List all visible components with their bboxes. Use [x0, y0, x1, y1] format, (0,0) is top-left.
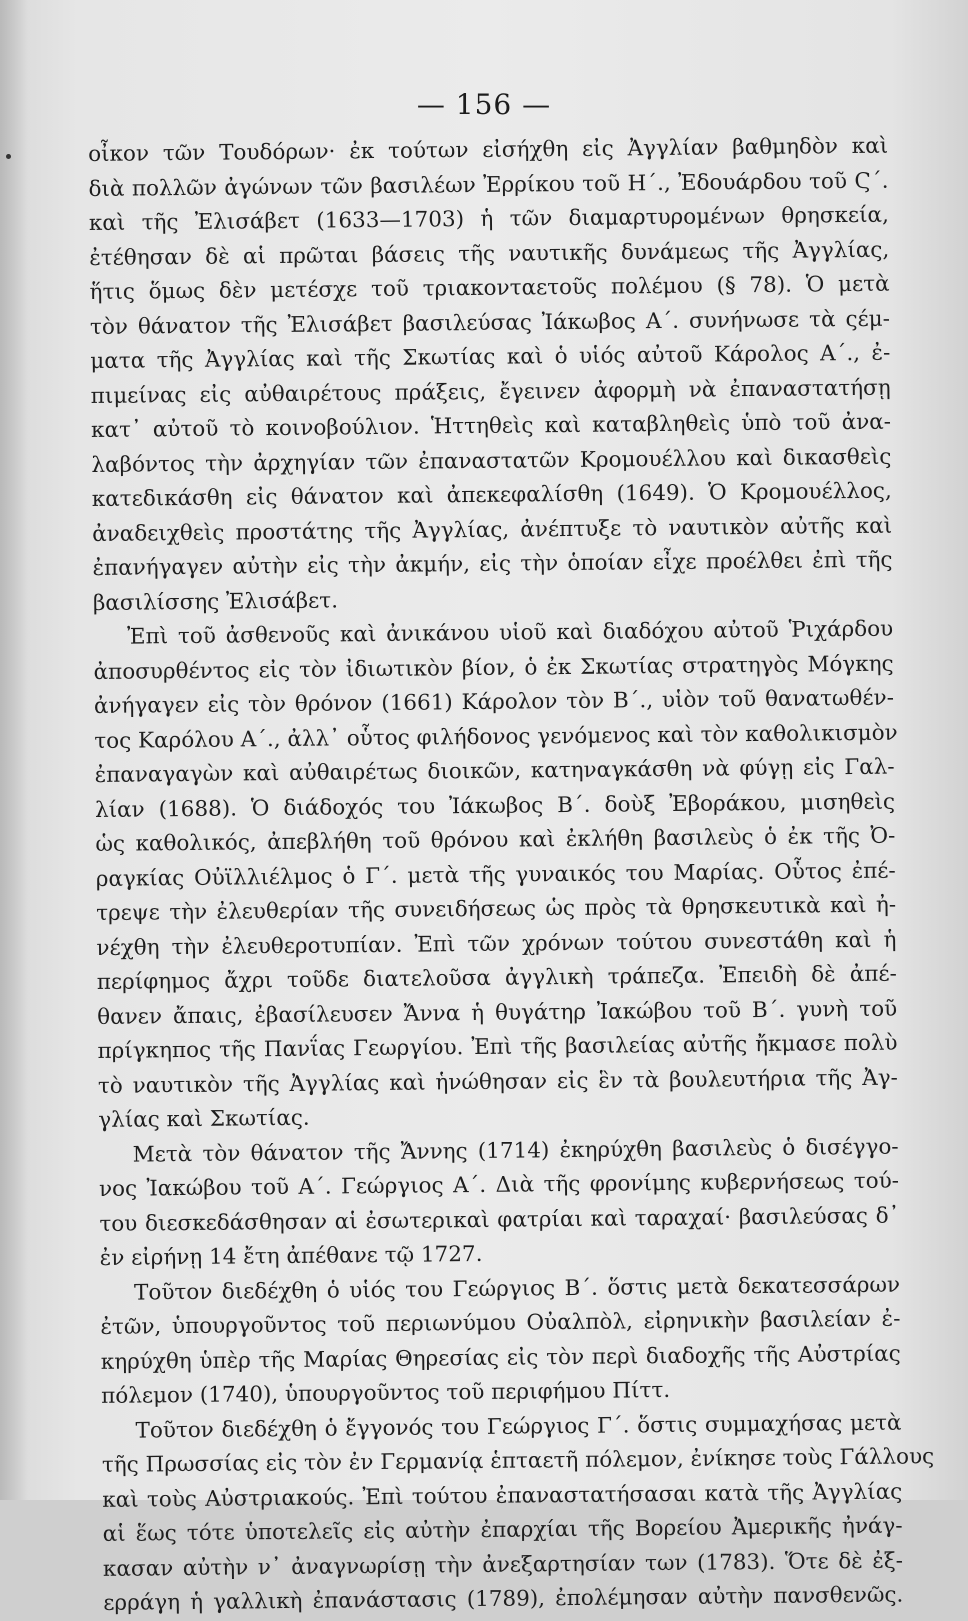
text-line: του διεσκεδάσθησαν αἱ ἐσωτερικαὶ φατρίαι καὶ ταραχαί· βασιλεύσας δ᾽ [99, 1203, 900, 1237]
text-line: Τοῦτον διεδέχθη ὁ υἱός του Γεώργιος Β΄. ὅστις μετὰ δεκατεσσάρων [133, 1272, 901, 1306]
text-line: Ἐπὶ τοῦ ἀσθενοῦς καὶ ἀνικάνου υἱοῦ καὶ διαδόχου αὐτοῦ Ῥιχάρδου [127, 616, 894, 650]
text-line: ἐτῶν, ὑπουργοῦντος τοῦ περιωνύμου Οὐαλπὸλ, εἰρηνικὴν βασιλείαν ἐ- [100, 1306, 901, 1340]
text-line: κατ᾽ αὐτοῦ τὸ κοινοβούλιον. Ἡττηθεὶς καὶ καταβληθεὶς ὑπὸ τοῦ ἀνα- [90, 409, 892, 443]
text-line: τος Καρόλου Α΄., ἀλλ᾽ οὗτος φιλήδονος γενόμενος καὶ τὸν καθολικισμὸν [94, 720, 898, 754]
text-line: πόλεμον (1740), ὑπουργοῦντος τοῦ περιφήμου Πίττ. [101, 1377, 671, 1409]
text-line: τῆς Πρωσσίας εἰς τὸν ἐν Γερμανίᾳ ἑπταετῆ πόλεμον, ἐνίκησε τοὺς Γάλλους [101, 1444, 935, 1478]
text-line: κηρύχθη ὑπὲρ τῆς Μαρίας Θηρεσίας εἰς τὸν περὶ διαδοχῆς τῆς Αὐστρίας [100, 1341, 901, 1375]
text-line: ματα τῆς Ἀγγλίας καὶ τῆς Σκωτίας καὶ ὁ υἱός αὐτοῦ Κάρολος Α΄., ἐ- [90, 340, 891, 374]
text-line: κατεδικάσθη εἰς θάνατον καὶ ἀπεκεφαλίσθη (1649). Ὁ Κρομουέλλος, [91, 478, 892, 512]
text-line: ερράγη ἡ γαλλικὴ ἐπανάστασις (1789), ἐπολέμησαν αὐτὴν πανσθενῶς. [103, 1582, 904, 1616]
text-line: καὶ τῆς Ἐλισάβετ (1633—1703) ἡ τῶν διαμαρτυρομένων θρησκεία, [88, 202, 889, 236]
text-line: Τοῦτον διεδέχθη ὁ ἔγγονός του Γεώργιος Γ΄. ὅστις συμμαχήσας μετὰ [135, 1410, 902, 1444]
page-gutter-shadow [0, 0, 28, 1500]
text-line: τὸν θάνατον τῆς Ἐλισάβετ βασιλεύσας Ἰάκωβος Α΄. συνήνωσε τὰ ςέμ- [89, 306, 891, 340]
text-line: τὸ ναυτικὸν τῆς Ἀγγλίας καὶ ἡνώθησαν εἰς ἓν τὰ βουλευτήρια τῆς Ἀγ- [97, 1065, 899, 1099]
text-line: οἶκον τῶν Τουδόρων· ἐκ τούτων εἰσήχθη εἰς Ἀγγλίαν βαθμηδὸν καὶ [88, 133, 889, 167]
text-line: λίαν (1688). Ὁ διάδοχός του Ἰάκωβος Β΄. δοὺξ Ἐβοράκου, μισηθεὶς [94, 789, 896, 823]
text-line: πρίγκηπος τῆς Πανΐας Γεωργίου. Ἐπὶ τῆς βασιλείας αὐτῆς ἤκμασε πολὺ [97, 1030, 898, 1064]
text-line: θανεν ἄπαις, ἐβασίλευσεν Ἄννα ἡ θυγάτηρ Ἰακώβου τοῦ Β΄. γυνὴ τοῦ [97, 996, 898, 1030]
text-line: νος Ἰακώβου τοῦ Α΄. Γεώργιος Α΄. Διὰ τῆς φρονίμης κυβερνήσεως τού- [98, 1168, 900, 1202]
text-line: καὶ τοὺς Αὐστριακούς. Ἐπὶ τούτου ἐπαναστατήσασαι κατὰ τῆς Ἀγγλίας [102, 1479, 903, 1513]
text-line: ἐπαναγαγὼν καὶ αὐθαιρέτως διοικῶν, κατηναγκάσθη νὰ φύγῃ εἰς Γαλ- [94, 754, 895, 788]
text-line: ἀνήγαγεν εἰς τὸν θρόνον (1661) Κάρολον τὸν Β΄., υἱὸν τοῦ θανατωθέν- [93, 685, 895, 719]
margin-mark [6, 154, 11, 159]
text-line: ἀποσυρθέντος εἰς τὸν ἰδιωτικὸν βίον, ὁ ἐκ Σκωτίας στρατηγὸς Μόγκης [93, 651, 894, 685]
text-line: ραγκίας Οὐϊλλιέλμος ὁ Γ΄. μετὰ τῆς γυναικός του Μαρίας. Οὗτος ἐπέ- [95, 858, 896, 892]
body-text [88, 130, 935, 1621]
text-line: ἐπανήγαγεν αὐτὴν εἰς τὴν ἀκμήν, εἰς τὴν ὁποίαν εἶχε προέλθει ἐπὶ τῆς [92, 547, 893, 581]
text-line: ἐτέθησαν δὲ αἱ πρῶται βάσεις τῆς ναυτικῆς δυνάμεως τῆς Ἀγγλίας, [89, 237, 890, 271]
text-line: ἐν εἰρήνῃ 14 ἔτη ἀπέθανε τῷ 1727. [99, 1241, 483, 1271]
text-line: γλίας καὶ Σκωτίας. [98, 1105, 310, 1133]
text-line: αἱ ἕως τότε ὑποτελεῖς εἰς αὐτὴν ἐπαρχίαι τῆς Βορείου Ἀμερικῆς ἠνάγ- [102, 1513, 903, 1547]
text-line: Μετὰ τὸν θάνατον τῆς Ἄννης (1714) ἐκηρύχθη βασιλεὺς ὁ δισέγγο- [132, 1134, 899, 1168]
text-line: περίφημος ἄχρι τοῦδε διατελοῦσα ἀγγλικὴ τράπεζα. Ἐπειδὴ δὲ ἀπέ- [96, 961, 897, 995]
text-line: ὡς καθολικός, ἀπεβλήθη τοῦ θρόνου καὶ ἐκλήθη βασιλεὺς ὁ ἐκ τῆς Ὀ- [95, 823, 896, 857]
text-line: κασαν αὐτὴν ν᾽ ἀναγνωρίσῃ τὴν ἀνεξαρτησίαν των (1783). Ὅτε δὲ ἐξ- [102, 1548, 904, 1582]
page-number: — 156 — [416, 88, 552, 121]
text-line: ἀναδειχθεὶς προστάτης τῆς Ἀγγλίας, ἀνέπτυξε τὸ ναυτικὸν αὐτῆς καὶ [92, 513, 893, 547]
text-line: διὰ πολλῶν ἀγώνων τῶν βασιλέων Ἐρρίκου τοῦ Η΄., Ἐδουάρδου τοῦ Ϛ΄. [88, 168, 889, 202]
text-line: πιμείνας εἰς αὐθαιρέτους πράξεις, ἔγεινεν ἀφορμὴ νὰ ἐπαναστατήσῃ [90, 375, 891, 409]
text-line: ἥτις ὅμως δὲν μετέσχε τοῦ τριακονταετοῦς πολέμου (§ 78). Ὁ μετὰ [89, 271, 890, 305]
text-line: λαβόντος τὴν ἀρχηγίαν τῶν ἐπαναστατῶν Κρομουέλλου καὶ δικασθεὶς [91, 444, 892, 478]
text-line: βασιλίσσης Ἐλισάβετ. [92, 587, 339, 616]
text-line: νέχθη τὴν ἐλευθεροτυπίαν. Ἐπὶ τῶν χρόνων τούτου συνεστάθη καὶ ἡ [96, 927, 897, 961]
text-line: τρεψε τὴν ἐλευθερίαν τῆς συνειδήσεως ὡς πρὸς τὰ θρησκευτικὰ καὶ ἠ- [95, 892, 897, 926]
